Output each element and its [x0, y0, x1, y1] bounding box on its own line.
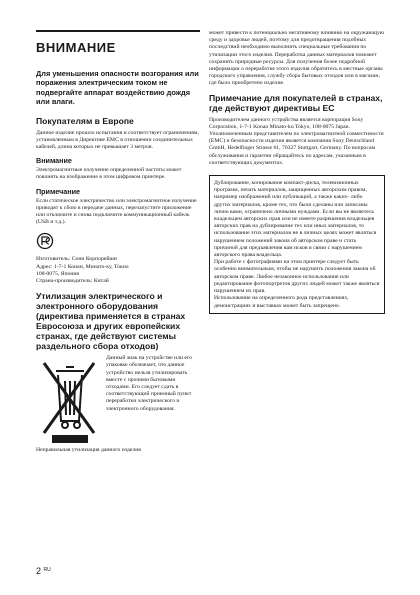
copyright-text: Дублирование, копирование компакт-диска, телевизионных программ, печать материалов, защищенных авторским правом, например изображений или публикаций, а также каких- либо других материалов, кроме тех, что были сделаны или записаны лично вами, ограничено личными нуждами. Если вы не являетесь владельцем авторских прав или не имеете разрешения владельцев авторских прав на дублирование тех или иных материалов, то использование этих материалов не в личных целях может являться нарушением положений закона об авторском праве и стать причиной для предъявления вам исков в связи с нарушением авторского права владельца. — [214, 180, 377, 259]
left-column — [36, 30, 200, 459]
manufacturer-info — [36, 256, 200, 285]
manufacturer-address-2: 108-0075, Япония — [36, 270, 80, 277]
europe-text: Данное изделие прошло испытания и соответствует ограничениям, установленным в Директиве EMC в отношении соединительных кабелей, длина которых не превышает 3 метров. — [36, 129, 199, 151]
page-number: 2 — [36, 566, 42, 576]
attention-text: Электромагнитные излучение определенной частоты может повлиять на изображение в этом цифровом принтере. — [36, 167, 182, 181]
warning-text: Для уменьшения опасности возгорания или поражения электрическим током не подвергайте аппарат воздействию дождя или влаги. — [36, 69, 199, 107]
weee-right-text: может привести к потенциально негативному влиянию на окружающую среду и здоровье людей, поэтому для предотвращения подобных последствий необходимо выполнять специальные требования по утилизации этого изделия. Переработка данных материалов поможет сохранить природные ресурсы. Для получения более подробной информации о переработке этого изделия обратитесь в местные органы городского управления, службу сбора бытовых отходов или в магазин, где было приобретено изделие. — [209, 30, 385, 87]
europe-heading: Покупателям в Европе — [36, 115, 134, 126]
attention-heading: Внимание — [36, 156, 72, 166]
manufacturer-line: Изготовитель: Сони Корпорейшн — [36, 256, 117, 263]
eu-note-heading: Примечание для покупателей в странах, где действуют директивы ЕС — [209, 92, 383, 113]
certification-mark-icon — [36, 232, 56, 250]
note-heading: Примечание — [36, 186, 81, 196]
copyright-text-2: При работе с фотографиями на этом принтере следует быть особенно внимательным, чтобы не нарушить положения закона об авторском праве. Любое незаконное использование или редактирование фотопортретов других людей может также являться нарушением их прав. — [214, 259, 380, 295]
manufacturer-address: Адрес: 1-7-1 Конан, Минато-ку, Токио — [36, 263, 129, 270]
weee-text: Данный знак на устройстве или его упаковке обозначает, что данное устройство нельзя утилизировать вместе с прочими бытовыми отходами. Его следует сдать в соответствующий приемный пункт переработки электрического и электронного оборудования. — [106, 355, 192, 412]
crossed-bin-icon — [36, 355, 102, 447]
weee-text-continued: Неправильная утилизация данного изделия — [36, 447, 141, 454]
note-text: Если статическое электричество или электромагнитное излучение приводят к сбою в передаче данных, перезапустите приложение или отключите и снова подключите коммуникационный кабель (USB и т.д.). — [36, 197, 197, 226]
manufacturer-country: Страна-производитель: Китай — [36, 278, 109, 285]
page-title: ВНИМАНИЕ — [36, 30, 200, 55]
language-code: RU — [43, 567, 51, 573]
certification-mark-row — [36, 232, 200, 250]
weee-heading: Утилизация электрического и электронного оборудования (директива применяется в странах Евросоюза и других европейских странах, где действуют системы раздельного сбора отходов) — [36, 291, 186, 352]
weee-block — [36, 355, 200, 447]
right-column — [209, 30, 385, 314]
page-footer — [36, 566, 51, 576]
eu-note-text: Производителем данного устройства является корпорация Sony Corporation, 1-7-1 Konan Minato-ku Tokyo, 108-0075 Japan. Уполномоченным представителем по электромагнитной совместимости (EMC) и безопасности изделия является компания Sony Deutschland GmbH, Hedelfinger Strasse 61, 70327 Stuttgart, Germany. По вопросам обслуживания и гарантии обращайтесь по адресам, указанным в соответствующих документах. — [209, 116, 384, 166]
copyright-text-3: Использование на определенного рода представлениях, демонстрациях и выставках может быть запрещено. — [214, 295, 349, 309]
copyright-notice-box — [209, 175, 385, 314]
